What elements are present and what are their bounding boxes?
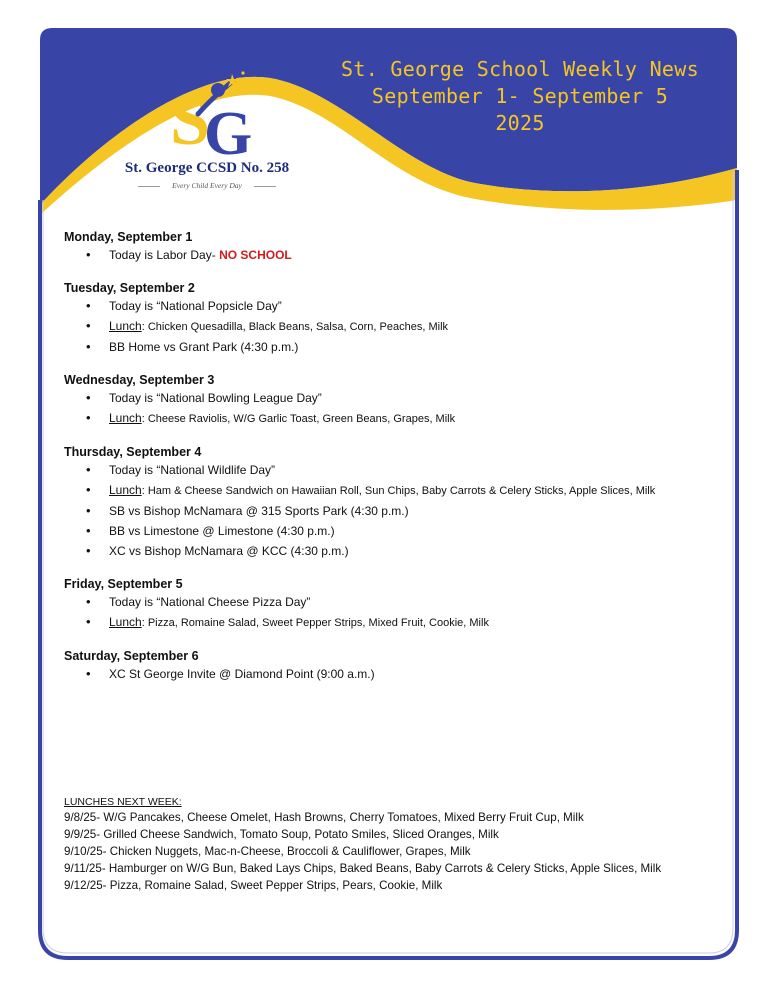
lunch-label: Lunch: [109, 411, 142, 425]
item-text: BB Home vs Grant Park (4:30 p.m.): [109, 340, 299, 354]
item-text: XC St George Invite @ Diamond Point (9:00 a.m.): [109, 667, 375, 681]
title-line-2: September 1- September 5: [371, 84, 669, 108]
day-title: Saturday, September 6: [64, 649, 199, 663]
lunch-menu: : Pizza, Romaine Salad, Sweet Pepper Strips, Mixed Fruit, Cookie, Milk: [141, 617, 489, 629]
item-text: Today is “National Wildlife Day”: [109, 463, 276, 477]
item-text: Today is “National Cheese Pizza Day”: [109, 595, 311, 609]
day-friday: [64, 577, 724, 631]
title-line-1: St. George School Weekly News: [341, 57, 699, 81]
lunch-line: 9/8/25- W/G Pancakes, Cheese Omelet, Hash Browns, Cherry Tomatoes, Mixed Berry Fruit Cup, Milk: [64, 811, 584, 824]
lunches-heading: LUNCHES NEXT WEEK:: [64, 796, 182, 808]
lunch-label: Lunch: [109, 615, 142, 629]
lunch-line: 9/12/25- Pizza, Romaine Salad, Sweet Pepper Strips, Pears, Cookie, Milk: [64, 879, 443, 892]
list-item: [64, 523, 724, 539]
day-items: [64, 462, 724, 559]
day-saturday: [64, 649, 724, 682]
logo-district-name: St. George CCSD No. 258: [124, 160, 290, 176]
lunch-item: [64, 410, 724, 427]
logo-monogram-icon: [112, 70, 302, 160]
item-text: XC vs Bishop McNamara @ KCC (4:30 p.m.): [109, 544, 349, 558]
list-item: [64, 666, 724, 682]
day-title: Friday, September 5: [64, 577, 183, 591]
day-monday: [64, 230, 724, 263]
newsletter-title: [320, 56, 720, 137]
list-item: [64, 543, 724, 559]
lunch-menu: : Cheese Raviolis, W/G Garlic Toast, Green Beans, Grapes, Milk: [141, 413, 456, 425]
title-line-3: 2025: [495, 111, 545, 135]
item-text: Today is “National Popsicle Day”: [109, 299, 282, 313]
item-text: BB vs Limestone @ Limestone (4:30 p.m.): [109, 524, 335, 538]
item-text: Today is “National Bowling League Day”: [109, 391, 322, 405]
list-item: [64, 339, 724, 355]
lunch-label: Lunch: [109, 319, 142, 333]
list-item: [64, 462, 724, 478]
list-item: [64, 247, 724, 263]
day-title: Tuesday, September 2: [64, 281, 195, 295]
school-logo: [112, 70, 302, 210]
lunch-line: 9/11/25- Hamburger on W/G Bun, Baked Lays Chips, Baked Beans, Baby Carrots & Celery Sticks, Apple Slices, Milk: [64, 862, 662, 875]
day-items: [64, 247, 724, 263]
svg-text:S: S: [170, 80, 211, 160]
day-title: Wednesday, September 3: [64, 373, 215, 387]
svg-text:G: G: [204, 100, 253, 160]
logo-rule-right: [254, 186, 276, 187]
day-title: Monday, September 1: [64, 230, 193, 244]
lunch-menu: : Chicken Quesadilla, Black Beans, Salsa, Corn, Peaches, Milk: [141, 321, 449, 333]
lunch-line: 9/9/25- Grilled Cheese Sandwich, Tomato Soup, Potato Smiles, Sliced Oranges, Milk: [64, 828, 499, 841]
day-title: Thursday, September 4: [64, 445, 202, 459]
list-item: [64, 503, 724, 519]
logo-tagline: Every Child Every Day: [172, 181, 242, 190]
lunch-item: [64, 318, 724, 335]
item-text: SB vs Bishop McNamara @ 315 Sports Park (4:30 p.m.): [109, 504, 409, 518]
day-items: [64, 666, 724, 682]
item-text: Today is Labor Day-: [109, 248, 220, 262]
lunch-item: [64, 614, 724, 631]
lunch-menu: : Ham & Cheese Sandwich on Hawaiian Roll, Sun Chips, Baby Carrots & Celery Sticks, Apple Slices, Milk: [141, 485, 656, 497]
lunch-item: [64, 482, 724, 499]
lunches-next-week: [64, 795, 744, 894]
day-tuesday: [64, 281, 724, 355]
lunch-label: Lunch: [109, 483, 142, 497]
list-item: [64, 390, 724, 406]
weekly-schedule: [64, 230, 724, 700]
no-school-alert: NO SCHOOL: [219, 248, 292, 262]
lunch-line: 9/10/25- Chicken Nuggets, Mac-n-Cheese, Broccoli & Cauliflower, Grapes, Milk: [64, 845, 471, 858]
day-items: [64, 390, 724, 427]
list-item: [64, 594, 724, 610]
day-wednesday: [64, 373, 724, 427]
day-items: [64, 298, 724, 355]
day-thursday: [64, 445, 724, 559]
day-items: [64, 594, 724, 631]
list-item: [64, 298, 724, 314]
